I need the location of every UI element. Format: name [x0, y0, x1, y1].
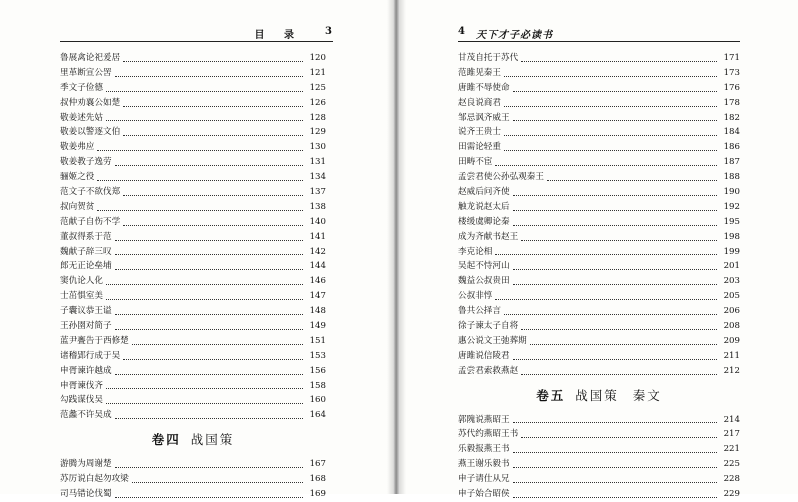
entry-page-number: 171: [723, 52, 740, 63]
toc-entry: [60, 274, 326, 289]
dot-leader: [513, 194, 717, 196]
entry-page-number: 228: [723, 474, 740, 485]
entry-page-number: 128: [309, 112, 326, 123]
entry-title: 季文子俭德: [60, 82, 103, 93]
left-page: [0, 0, 393, 500]
entry-title: 田畴不宦: [458, 157, 493, 168]
right-page-header: [458, 26, 740, 42]
entry-title: 鲁展禽论祀爰居: [60, 52, 121, 63]
toc-entry: [60, 472, 326, 487]
toc-entry: [60, 96, 326, 111]
entry-title: 敬姜教子逸劳: [60, 157, 112, 168]
entry-page-number: 187: [723, 157, 740, 168]
chapter-subtitle: 战国策: [190, 432, 235, 448]
entry-page-number: 158: [309, 380, 326, 391]
toc-entry: [458, 442, 740, 457]
chapter-subtitle: 战国策: [575, 387, 619, 403]
entry-title: 田需论轻重: [458, 142, 501, 153]
dot-leader: [504, 134, 717, 136]
running-title: 目 录: [254, 30, 295, 41]
entry-title: 诸稽郢行成于吴: [60, 350, 121, 361]
entry-page-number: 134: [309, 172, 326, 183]
dot-leader: [521, 239, 717, 241]
dot-leader: [115, 417, 303, 419]
entry-page-number: 130: [309, 142, 326, 153]
toc-entry: [458, 170, 740, 185]
toc-entry: [60, 319, 326, 334]
dot-leader: [495, 164, 717, 166]
dot-leader: [513, 283, 717, 285]
dot-leader: [106, 402, 303, 404]
entry-page-number: 121: [309, 67, 326, 78]
entry-page-number: 156: [309, 365, 326, 376]
entry-page-number: 148: [309, 306, 326, 317]
toc-entry: [458, 349, 740, 364]
entry-page-number: 151: [309, 335, 326, 346]
dot-leader: [513, 90, 717, 92]
toc-entry: [458, 364, 740, 379]
entry-title: 燕王谢乐毅书: [458, 459, 510, 470]
entry-page-number: 160: [309, 395, 326, 406]
toc-entry: [458, 487, 740, 502]
toc-entry: [458, 96, 740, 111]
header-rule: [60, 41, 333, 42]
entry-page-number: 153: [309, 350, 326, 361]
dot-leader: [115, 313, 303, 315]
dot-leader: [123, 224, 303, 226]
dot-leader: [504, 75, 717, 77]
entry-title: 李克论相: [458, 246, 493, 257]
toc-entry: [458, 289, 740, 304]
dot-leader: [513, 358, 717, 360]
entry-page-number: 211: [723, 350, 740, 361]
entry-page-number: 168: [309, 474, 326, 485]
entry-title: 王孙圉对简子: [60, 321, 112, 332]
entry-page-number: 142: [309, 246, 326, 257]
dot-leader: [513, 466, 717, 468]
dot-leader: [115, 253, 303, 255]
dot-leader: [115, 239, 303, 241]
dot-leader: [115, 75, 303, 77]
toc-entry: [60, 66, 326, 81]
right-page-binding-shadow: [400, 0, 406, 494]
entry-title: 惠公说文王弛葬期: [458, 335, 527, 346]
entry-title: 郎无正论垒埔: [60, 261, 112, 272]
toc-entry: [458, 185, 740, 200]
dot-leader: [513, 496, 717, 498]
entry-title: 申胥谏伐齐: [60, 380, 103, 391]
dot-leader: [513, 421, 717, 423]
toc-entry: [60, 81, 326, 96]
entry-title: 吴起不恃河山: [458, 261, 510, 272]
entry-title: 孟尝君使公孙弘观秦王: [458, 172, 544, 183]
entry-page-number: 206: [723, 306, 740, 317]
entry-title: 申子始合昭侯: [458, 489, 510, 500]
toc-entry: [458, 245, 740, 260]
chapter-label: 卷四: [151, 432, 181, 448]
entry-title: 子囊议恭王谥: [60, 306, 112, 317]
toc-entry: [60, 111, 326, 126]
dot-leader: [495, 298, 717, 300]
dot-leader: [504, 105, 717, 107]
toc-entry: [60, 51, 326, 66]
entry-title: 叔仲劝襄公如楚: [60, 97, 121, 108]
dot-leader: [123, 60, 303, 62]
entry-page-number: 137: [309, 187, 326, 197]
toc-entry: [458, 334, 740, 349]
dot-leader: [123, 134, 303, 136]
entry-title: 窦仇论人化: [60, 276, 103, 287]
toc-entry: [60, 215, 326, 230]
toc-entry: [458, 140, 740, 155]
entry-title: 乐毅报燕王书: [458, 444, 510, 455]
entry-title: 范献子自伤不学: [60, 216, 121, 227]
right-page: [400, 0, 798, 500]
dot-leader: [97, 209, 303, 211]
dot-leader: [106, 119, 303, 121]
dot-leader: [521, 60, 717, 62]
toc-entry: [60, 408, 326, 423]
toc-entry: [60, 349, 326, 364]
toc-entry: [60, 140, 326, 155]
toc-entry: [458, 319, 740, 334]
entry-title: 申胥谏许越成: [60, 365, 112, 376]
toc-entry: [458, 457, 740, 472]
entry-page-number: 198: [723, 231, 740, 242]
entry-page-number: 209: [723, 335, 740, 346]
toc-entry: [458, 427, 740, 442]
toc-entry: [60, 125, 326, 140]
toc-entry: [60, 230, 326, 245]
entry-page-number: 195: [723, 216, 740, 227]
entry-title: 说齐王贵士: [458, 127, 501, 138]
toc-entry: [458, 51, 740, 66]
toc-entry: [458, 200, 740, 215]
entry-title: 唐雎说信陵君: [458, 350, 510, 361]
book-gutter: [393, 0, 400, 494]
entry-title: 范雎见秦王: [458, 67, 501, 78]
entry-page-number: 192: [723, 201, 740, 212]
dot-leader: [123, 358, 303, 360]
entry-title: 魏益公叔贵田: [458, 276, 510, 287]
entry-title: 成为齐献书赵王: [458, 231, 519, 242]
dot-leader: [115, 466, 303, 468]
entry-title: 赵良说商君: [458, 97, 501, 108]
entry-page-number: 229: [723, 489, 740, 500]
entry-title: 郭隗说燕昭王: [458, 414, 510, 425]
entry-page-number: 131: [309, 157, 326, 168]
entry-title: 敬姜弗应: [60, 142, 95, 153]
entry-page-number: 138: [309, 201, 326, 212]
entry-title: 叔向贺贫: [60, 201, 95, 212]
entry-title: 公叔非惇: [458, 291, 493, 302]
dot-leader: [115, 496, 303, 498]
toc-entry: [60, 185, 326, 200]
toc-entry: [60, 379, 326, 394]
entry-title: 范文子不欲伐郑: [60, 187, 121, 197]
toc-entry: [60, 304, 326, 319]
entry-page-number: 120: [309, 52, 326, 63]
toc-entry: [458, 413, 740, 428]
dot-leader: [115, 164, 303, 166]
entry-title: 甘茂自托于苏代: [458, 52, 519, 63]
toc-entry: [458, 111, 740, 126]
chapter-heading: [60, 423, 326, 457]
dot-leader: [530, 343, 717, 345]
entry-page-number: 184: [723, 127, 740, 138]
entry-page-number: 141: [309, 231, 326, 242]
toc-entry: [60, 457, 326, 472]
dot-leader: [106, 90, 303, 92]
entry-page-number: 205: [723, 291, 740, 302]
header-rule: [458, 41, 740, 42]
entry-page-number: 173: [723, 67, 740, 78]
entry-page-number: 178: [723, 97, 740, 108]
entry-page-number: 188: [723, 172, 740, 183]
entry-page-number: 167: [309, 459, 326, 470]
dot-leader: [547, 179, 717, 181]
entry-page-number: 146: [309, 276, 326, 287]
entry-page-number: 182: [723, 112, 740, 123]
toc-entry: [458, 230, 740, 245]
toc-entry: [458, 259, 740, 274]
entry-title: 敬姜述先姑: [60, 112, 103, 123]
dot-leader: [115, 373, 303, 375]
toc-entry: [458, 304, 740, 319]
entry-title: 范蠡不许吴成: [60, 410, 112, 421]
entry-title: 邹忌讽齐威王: [458, 112, 510, 123]
dot-leader: [504, 149, 717, 151]
dot-leader: [513, 268, 717, 270]
dot-leader: [97, 149, 303, 151]
entry-title: 里革断宣公罟: [60, 67, 112, 78]
entry-page-number: 144: [309, 261, 326, 272]
entry-title: 苏代约燕昭王书: [458, 429, 519, 440]
entry-title: 士茁惧室美: [60, 291, 103, 302]
entry-page-number: 140: [309, 216, 326, 227]
entry-title: 董叔得系于范: [60, 231, 112, 242]
entry-title: 勾践谋伐吴: [60, 395, 103, 406]
dot-leader: [504, 313, 717, 315]
toc-entry: [60, 393, 326, 408]
entry-page-number: 169: [309, 489, 326, 500]
entry-page-number: 149: [309, 321, 326, 332]
toc-entry: [60, 200, 326, 215]
toc-entry: [458, 66, 740, 81]
entry-title: 赵威后问齐使: [458, 187, 510, 197]
entry-title: 司马错论伐蜀: [60, 489, 112, 500]
toc-entry: [60, 289, 326, 304]
entry-page-number: 217: [723, 429, 740, 440]
entry-page-number: 225: [723, 459, 740, 470]
entry-title: 骊姬之役: [60, 172, 95, 183]
toc-list-right: [458, 51, 740, 502]
page-number: 4: [458, 26, 466, 37]
entry-title: 魏献子辞三叹: [60, 246, 112, 257]
entry-title: 唐雎不辱使命: [458, 82, 510, 93]
entry-title: 申子请仕从兄: [458, 474, 510, 485]
toc-entry: [458, 155, 740, 170]
entry-page-number: 147: [309, 291, 326, 302]
dot-leader: [115, 268, 303, 270]
chapter-subtitle-secondary: 秦文: [632, 387, 662, 403]
entry-page-number: 125: [309, 82, 326, 93]
toc-entry: [458, 274, 740, 289]
chapter-label: 卷五: [536, 387, 566, 403]
toc-entry: [458, 125, 740, 140]
entry-page-number: 214: [723, 414, 740, 425]
dot-leader: [513, 451, 717, 453]
dot-leader: [123, 105, 303, 107]
entry-title: 苏厉说白起勿攻梁: [60, 474, 129, 485]
dot-leader: [513, 209, 717, 211]
toc-entry: [60, 245, 326, 260]
dot-leader: [106, 298, 303, 300]
chapter-heading: [458, 379, 740, 413]
left-page-header: [60, 26, 333, 42]
page-number: 3: [325, 26, 333, 37]
dot-leader: [521, 436, 717, 438]
dot-leader: [97, 179, 303, 181]
entry-title: 触龙说赵太后: [458, 201, 510, 212]
dot-leader: [106, 387, 303, 389]
dot-leader: [513, 481, 717, 483]
toc-entry: [60, 155, 326, 170]
entry-title: 鲁共公择言: [458, 306, 501, 317]
entry-page-number: 190: [723, 187, 740, 197]
toc-entry: [60, 487, 326, 502]
toc-entry: [60, 364, 326, 379]
entry-page-number: 212: [723, 365, 740, 376]
entry-title: 敬姜以警逐文伯: [60, 127, 121, 138]
entry-title: 楼缓虞卿论秦: [458, 216, 510, 227]
entry-page-number: 176: [723, 82, 740, 93]
entry-page-number: 126: [309, 97, 326, 108]
dot-leader: [495, 253, 717, 255]
entry-title: 徐子谏太子自将: [458, 321, 519, 332]
toc-entry: [60, 170, 326, 185]
toc-list-left: [60, 51, 326, 502]
dot-leader: [106, 283, 303, 285]
dot-leader: [513, 119, 717, 121]
entry-page-number: 199: [723, 246, 740, 257]
entry-page-number: 201: [723, 261, 740, 272]
entry-page-number: 129: [309, 127, 326, 138]
dot-leader: [115, 328, 303, 330]
entry-page-number: 203: [723, 276, 740, 287]
dot-leader: [513, 224, 717, 226]
toc-entry: [60, 334, 326, 349]
toc-entry: [60, 259, 326, 274]
dot-leader: [132, 343, 303, 345]
entry-title: 游腾为周谢楚: [60, 459, 112, 470]
dot-leader: [132, 481, 303, 483]
toc-entry: [458, 472, 740, 487]
dot-leader: [123, 194, 303, 196]
entry-title: 蓝尹亹告于西修楚: [60, 335, 129, 346]
entry-title: 孟尝君索救燕赵: [458, 365, 519, 376]
entry-page-number: 186: [723, 142, 740, 153]
running-book-title: 天下才子必读书: [476, 30, 553, 41]
entry-page-number: 221: [723, 444, 740, 455]
entry-page-number: 208: [723, 321, 740, 332]
dot-leader: [521, 373, 717, 375]
toc-entry: [458, 215, 740, 230]
toc-entry: [458, 81, 740, 96]
entry-page-number: 164: [309, 410, 326, 421]
dot-leader: [521, 328, 717, 330]
